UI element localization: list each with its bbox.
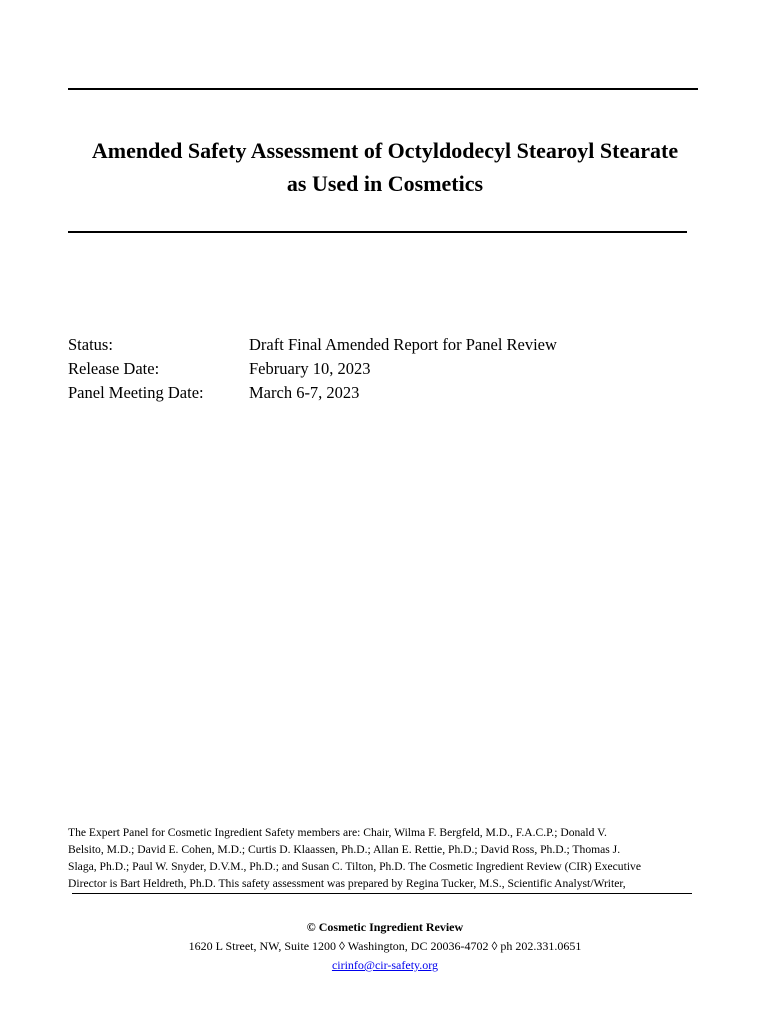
expert-panel-note xyxy=(68,824,708,892)
release-date-label: Release Date: xyxy=(68,359,160,378)
status-row xyxy=(68,333,557,357)
footer-org: © Cosmetic Ingredient Review xyxy=(306,920,464,934)
panel-note-line: Belsito, M.D.; David E. Cohen, M.D.; Curtis D. Klaassen, Ph.D.; Allan E. Rettie, Ph.D.; David Ross, Ph.D.; Thomas J. xyxy=(68,843,621,856)
meeting-date-value: March 6-7, 2023 xyxy=(249,383,360,402)
document-title xyxy=(60,134,710,200)
title-line-1: Amended Safety Assessment of Octyldodecyl Stearoyl Stearate xyxy=(91,138,679,163)
release-date-value: February 10, 2023 xyxy=(249,359,371,378)
footer-divider xyxy=(72,893,692,894)
footer xyxy=(60,918,710,975)
title-line-2: as Used in Cosmetics xyxy=(286,171,484,196)
panel-note-line: Director is Bart Heldreth, Ph.D. This safety assessment was prepared by Regina Tucker, M.S., Scientific Analyst/Writer, xyxy=(68,877,626,890)
panel-note-line: The Expert Panel for Cosmetic Ingredient Safety members are: Chair, Wilma F. Bergfeld, M.D., F.A.C.P.; Donald V. xyxy=(68,826,607,839)
title-divider xyxy=(68,231,687,233)
status-value: Draft Final Amended Report for Panel Review xyxy=(249,335,557,354)
footer-address: 1620 L Street, NW, Suite 1200 ◊ Washington, DC 20036-4702 ◊ ph 202.331.0651 xyxy=(188,939,582,953)
meeting-date-row xyxy=(68,381,557,405)
top-divider xyxy=(68,88,698,90)
report-metadata xyxy=(68,333,557,405)
release-date-row xyxy=(68,357,557,381)
footer-email-link[interactable]: cirinfo@cir-safety.org xyxy=(331,958,439,972)
panel-note-line: Slaga, Ph.D.; Paul W. Snyder, D.V.M., Ph.D.; and Susan C. Tilton, Ph.D. The Cosmetic Ingredient Review (CIR) Executive xyxy=(68,860,641,873)
meeting-date-label: Panel Meeting Date: xyxy=(68,383,204,402)
status-label: Status: xyxy=(68,335,113,354)
